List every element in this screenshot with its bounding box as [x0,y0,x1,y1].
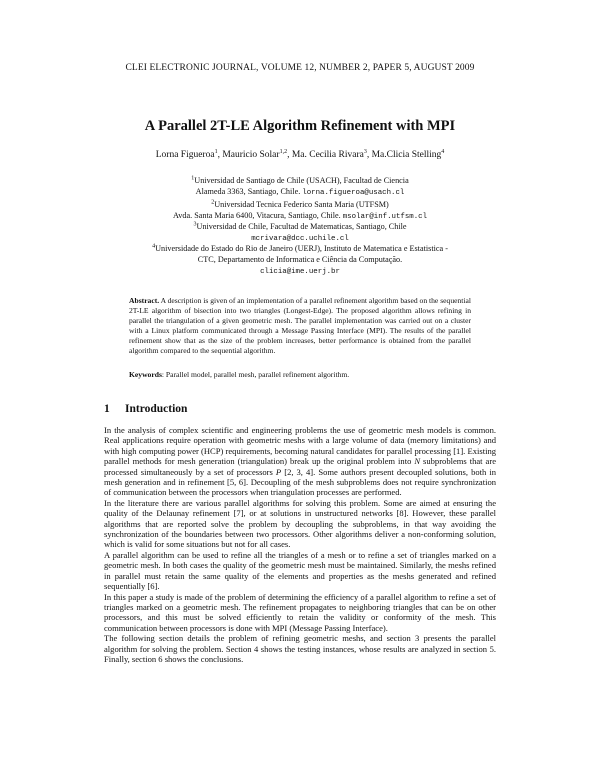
author-name: Ma. Cecilia Rivara [291,150,364,160]
abstract-label: Abstract. [129,296,160,305]
affiliation-line: Universidade do Estado do Rio de Janeiro (UERJ), Instituto de Matematica e Estatistica - [155,244,448,253]
author-superscript: 4 [441,148,445,155]
keywords-label: Keywords [129,370,162,379]
paragraph: In the literature there are various parallel algorithms for solving this problem. Some are aimed at ensuring the quality of the Delaunay refinement [7], or at solutions in unstructured networks [8]. However, these parallel algorithms that are reported solve the problem by decoupling the subproblems, in that way avoiding the synchronization of the boundaries between two processors. Other algorithms deliver a non-conforming solution, which is valid for some situations but not for all cases. [104,497,496,550]
paragraph: The following section details the problem of refining geometric meshs, and section 3 presents the parallel algorithm for solving the problem. Section 4 shows the testing instances, whose results are analyzed in section 5. Finally, section 6 shows the conclusions. [104,633,496,664]
affiliation-1 [0,175,600,199]
keywords [129,370,471,380]
affiliation-line: Avda. Santa Maria 6400, Vitacura, Santiago, Chile. [172,211,341,220]
paragraph: A parallel algorithm can be used to refine all the triangles of a mesh or to refine a set of triangles marked on a geometric mesh. In both cases the quality of the geometric mesh must be maintained. Similarly, the meshs refined in parallel must retain the same quality of the elements and properties as the meshs generated and refined sequentially [6]. [104,549,496,592]
affiliation-line: Universidad de Chile, Facultad de Matematicas, Santiago, Chile [196,222,407,231]
paragraph-text: subproblems that are processed simultaneously by a set of processors [104,456,496,477]
author-superscript: 3 [363,148,367,155]
paragraph-text: [2, 3, 4]. Some authors present decoupled solutions, both in mesh generation and in refinement [5, 6]. Decoupling of the mesh subproblems does not require synchronization of communication between the processors when triangulation processes are performed. [104,466,496,498]
author-superscript: 1,2 [279,148,288,155]
affiliation-superscript: 1 [191,175,195,182]
affiliation-email: mcrivara@dcc.uchile.cl [251,235,349,243]
paragraph [104,425,496,498]
section-title: Introduction [125,403,188,415]
journal-header: CLEI ELECTRONIC JOURNAL, VOLUME 12, NUMBER 2, PAPER 5, AUGUST 2009 [125,63,475,73]
affiliation-superscript: 2 [211,199,215,206]
affiliation-superscript: 4 [152,243,156,250]
affiliation-email: lorna.figueroa@usach.cl [302,189,405,197]
abstract [129,296,471,357]
affiliation-line: CTC, Departamento de Informatica e Ciência da Computação. [197,255,403,264]
section-body [104,425,496,664]
affiliation-4 [0,243,600,278]
affiliation-email: msolar@inf.utfsm.cl [342,213,428,221]
paper-title: A Parallel 2T-LE Algorithm Refinement with MPI [144,118,456,134]
paragraph: In this paper a study is made of the problem of determining the efficiency of a parallel algorithm to refine a set of triangles marked on a geometric mesh. The refinement propagates to neighboring triangles that can be on other processors, and this must be solved efficiently to retain the validity or conformity of the mesh. This communication between processors is done with MPI (Message Passing Interface). [104,591,496,633]
affiliation-superscript: 3 [193,221,197,228]
abstract-text: A description is given of an implementation of a parallel refinement algorithm based on the sequential 2T-LE algorithm of bisection into two triangles (Longest-Edge). The proposed algorithm allows refining in parallel the triangulation of a given geometric mesh. The parallel implementation was carried out on a cluster with a Linux platform communicated through a Message Passing Interface (MPI). The results of the parallel refinement show that as the size of the problem increases, better performance is obtained from the parallel algorithm compared to the sequential algorithm. [129,296,472,356]
affiliation-line: Universidad Tecnica Federico Santa Maria (UTFSM) [214,200,389,209]
section-number: 1 [104,403,110,415]
affiliation-line: Universidad de Santiago de Chile (USACH), Facultad de Ciencia [194,176,409,185]
author-list: Lorna Figueroa$^1$, Mauricio Solar$^{1,2}$, Ma. Cecilia Rivara$^3$, Ma.Clicia Stelling$^4$ [155,148,445,160]
affiliation-email: clicia@ime.uerj.br [260,268,340,276]
math-symbol: N [414,456,421,467]
author-name: Ma.Clicia Stelling [371,150,442,160]
affiliation-2 [0,199,600,223]
keywords-text: : Parallel model, parallel mesh, parallel refinement algorithm. [161,370,350,379]
author-superscript: 1 [214,148,218,155]
affiliation-3 [0,221,600,245]
paragraph-text: In the analysis of complex scientific and engineering problems the use of geometric mesh models is common. Real applications require operation with geometric meshs with a large volume of data (memory limitations) and with high computing power (HCP) requirements, becoming natural candidates for parallel processing [1]. Existing parallel methods for mesh generation (triangulation) break up the original problem into [104,425,496,467]
author-name: Mauricio Solar [222,150,280,160]
affiliation-line: Alameda 3363, Santiago, Chile. [195,187,301,196]
author-name: Lorna Figueroa [155,150,215,160]
math-symbol: P [275,466,282,477]
